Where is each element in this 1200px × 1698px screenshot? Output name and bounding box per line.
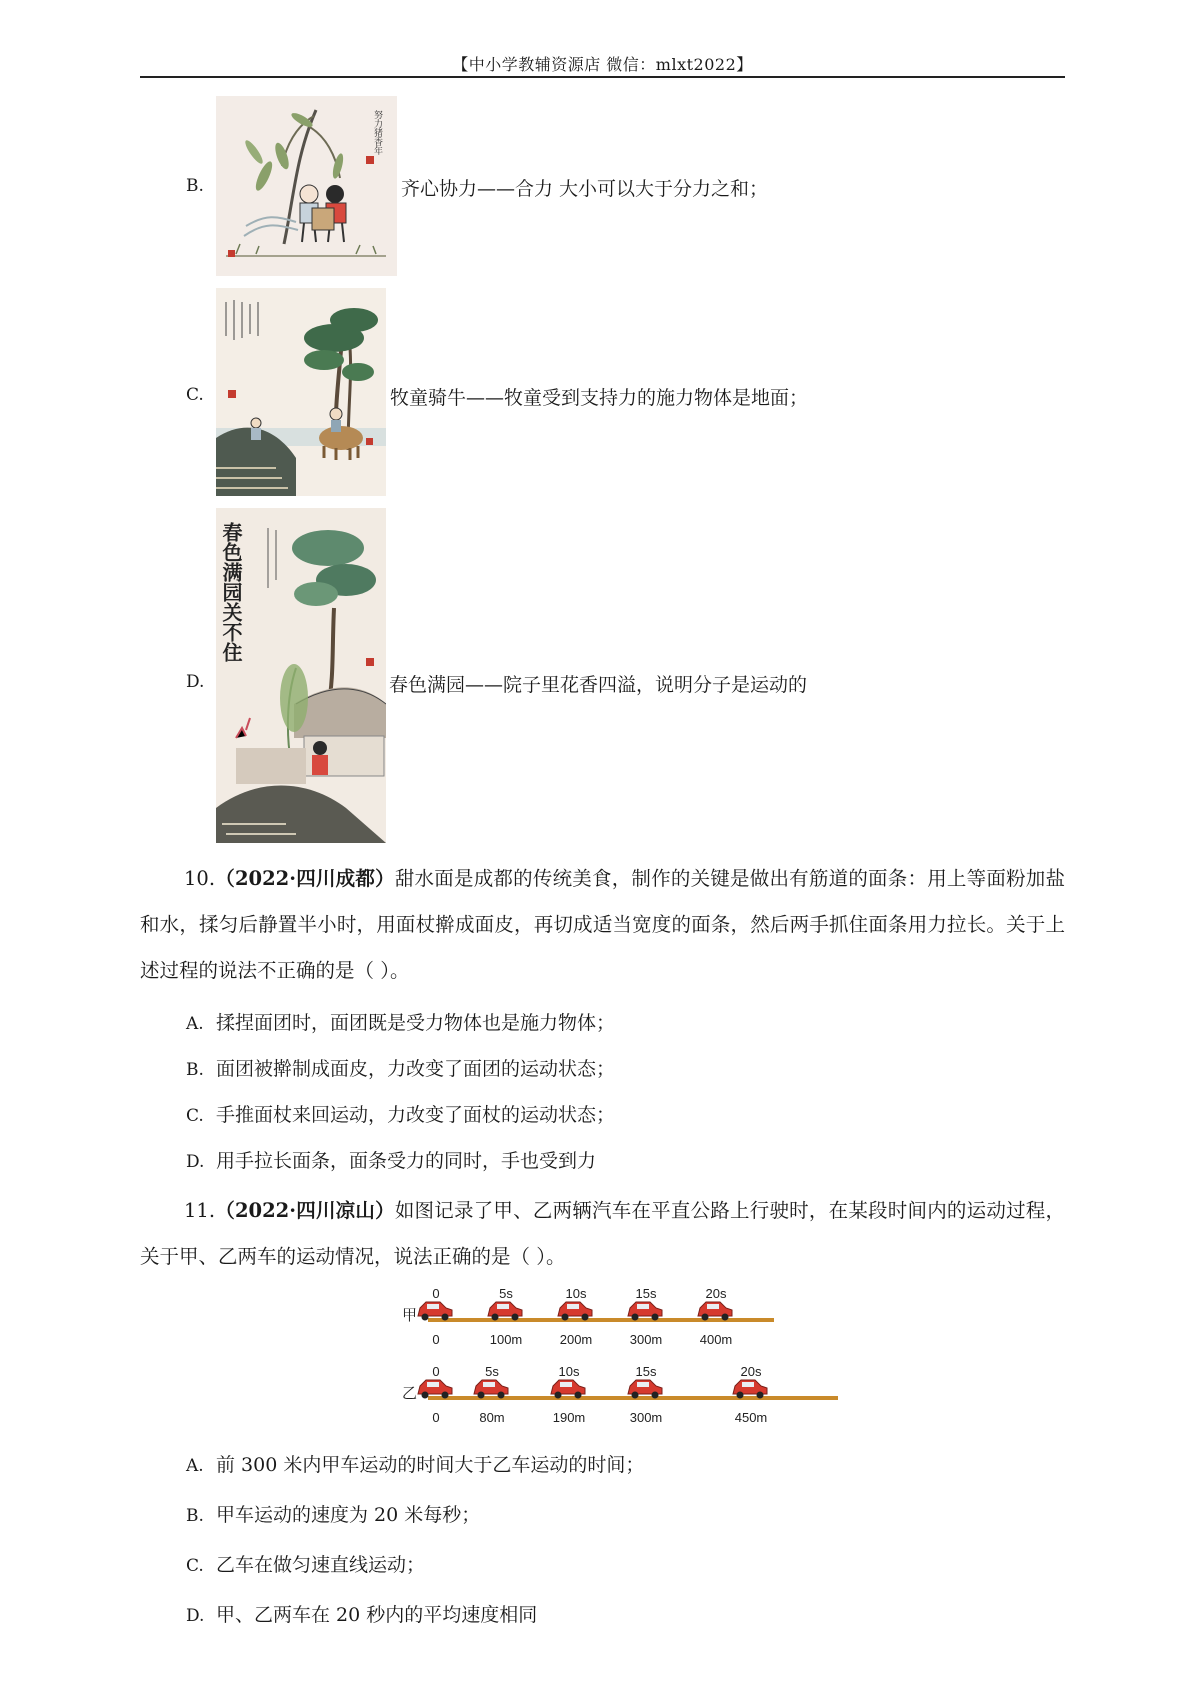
- q11-option-d: [186, 1600, 537, 1627]
- car-b-label: 乙: [402, 1385, 418, 1402]
- q11-option-b-letter: B.: [186, 1506, 204, 1526]
- q10-option-a-text: 揉捏面团时，面团既是受力物体也是施力物体；: [216, 1012, 616, 1034]
- car_b-car-0: [418, 1380, 452, 1399]
- page-header: 【中小学教辅资源店 微信：mlxt2022】: [452, 55, 753, 74]
- q11-source: （2022·四川凉山）: [215, 1199, 395, 1222]
- car_b-car-4: [733, 1380, 767, 1399]
- car_b-distance-label-3: 300m: [629, 1410, 663, 1425]
- q10-stem-block: [140, 856, 1065, 994]
- car_a-time-label-1: 5s: [499, 1286, 513, 1301]
- q11-option-b-text: 甲车运动的速度为 20 米每秒；: [216, 1504, 481, 1526]
- car_a-time-label-0: 0: [432, 1286, 440, 1301]
- q10-option-c-text: 手推面杖来回运动，力改变了面杖的运动状态；: [216, 1104, 616, 1126]
- painting-teamwork-inscription: 努力猪香年: [373, 110, 383, 155]
- painting-spring-garden-inscription: 春色满园关不住: [219, 522, 241, 662]
- q9-option-b-letter: B.: [186, 176, 204, 196]
- car_a-time-label-2: 10s: [565, 1286, 587, 1301]
- q11-option-c: [186, 1550, 425, 1577]
- car_b-time-label-3: 15s: [635, 1364, 657, 1379]
- q10-option-a: [186, 1008, 615, 1035]
- q9-option-c-text: 牧童骑牛——牧童受到支持力的施力物体是地面；: [390, 387, 809, 409]
- car-a-label: 甲: [402, 1307, 418, 1324]
- q9-option-b-text: 齐心协力——合力 大小可以大于分力之和；: [401, 178, 769, 200]
- painting-spring-garden: [216, 508, 386, 843]
- car_a-time-label-4: 20s: [705, 1286, 727, 1301]
- car_b-time-label-0: 0: [432, 1364, 440, 1379]
- q10-option-c: [186, 1100, 615, 1127]
- q11-option-c-text: 乙车在做匀速直线运动；: [216, 1554, 426, 1576]
- q10-number: 10.: [184, 867, 216, 890]
- q11-option-d-text: 甲、乙两车在 20 秒内的平均速度相同: [216, 1604, 538, 1626]
- q11-option-b: [186, 1500, 480, 1527]
- q9-option-d-text: 春色满园——院子里花香四溢，说明分子是运动的: [389, 674, 808, 696]
- q10-option-d-letter: D.: [186, 1152, 205, 1172]
- q11-option-a-text: 前 300 米内甲车运动的时间大于乙车运动的时间；: [216, 1454, 645, 1476]
- car_b-distance-label-4: 450m: [734, 1410, 768, 1425]
- car_b-time-label-1: 5s: [485, 1364, 499, 1379]
- q10-option-c-letter: C.: [186, 1106, 204, 1126]
- q10-option-b-letter: B.: [186, 1060, 204, 1080]
- q9-option-c-letter: C.: [186, 385, 204, 405]
- car_b-distance-label-0: 0: [432, 1410, 440, 1425]
- car_b-distance-label-1: 80m: [479, 1410, 505, 1425]
- q10-source: （2022·四川成都）: [215, 867, 395, 890]
- car_a-time-label-3: 15s: [635, 1286, 657, 1301]
- q11-stem-block: [140, 1188, 1065, 1280]
- header-rule: [140, 76, 1065, 78]
- q10-option-b-text: 面团被擀制成面皮，力改变了面团的运动状态；: [216, 1058, 616, 1080]
- q10-option-b: [186, 1054, 615, 1081]
- car_a-distance-label-0: 0: [432, 1332, 440, 1347]
- q10-option-d-text: 用手拉长面条，面条受力的同时，手也受到力: [216, 1150, 597, 1172]
- car_a-distance-label-3: 300m: [629, 1332, 663, 1347]
- car_a-car-0: [418, 1302, 452, 1321]
- car_b-car-2: [551, 1380, 585, 1399]
- car_a-car-2: [558, 1302, 592, 1321]
- q11-option-a-letter: A.: [186, 1456, 204, 1476]
- q11-number: 11.: [184, 1199, 216, 1222]
- car_b-car-1: [474, 1380, 508, 1399]
- car_a-car-1: [488, 1302, 522, 1321]
- car_a-distance-label-2: 200m: [559, 1332, 593, 1347]
- car-motion-figure: [400, 1280, 840, 1430]
- car_a-distance-label-1: 100m: [489, 1332, 523, 1347]
- car_a-car-3: [628, 1302, 662, 1321]
- q10-option-a-letter: A.: [186, 1014, 204, 1034]
- q11-option-a: [186, 1450, 644, 1477]
- car_a-car-4: [698, 1302, 732, 1321]
- car_b-time-label-4: 20s: [740, 1364, 762, 1379]
- car_b-time-label-2: 10s: [558, 1364, 580, 1379]
- q11-option-d-letter: D.: [186, 1606, 205, 1626]
- car_a-distance-label-4: 400m: [699, 1332, 733, 1347]
- q11-stem: 如图记录了甲、乙两辆汽车在平直公路上行驶时，在某段时间内的运动过程，关于甲、乙两车的运动情况，说法正确的是（ ）。: [140, 1199, 1065, 1268]
- q10-stem: 甜水面是成都的传统美食，制作的关键是做出有筋道的面条：用上等面粉加盐和水，揉匀后静置半小时，用面杖擀成面皮，再切成适当宽度的面条，然后两手抓住面条用力拉长。关于上述过程的说法不正确的是（ ）。: [140, 867, 1065, 982]
- q11-option-c-letter: C.: [186, 1556, 204, 1576]
- painting-cowherd: [216, 288, 386, 496]
- q10-option-d: [186, 1146, 596, 1173]
- q9-option-d-letter: D.: [186, 672, 205, 692]
- car_b-distance-label-2: 190m: [552, 1410, 586, 1425]
- car_b-car-3: [628, 1380, 662, 1399]
- painting-teamwork: [216, 96, 397, 276]
